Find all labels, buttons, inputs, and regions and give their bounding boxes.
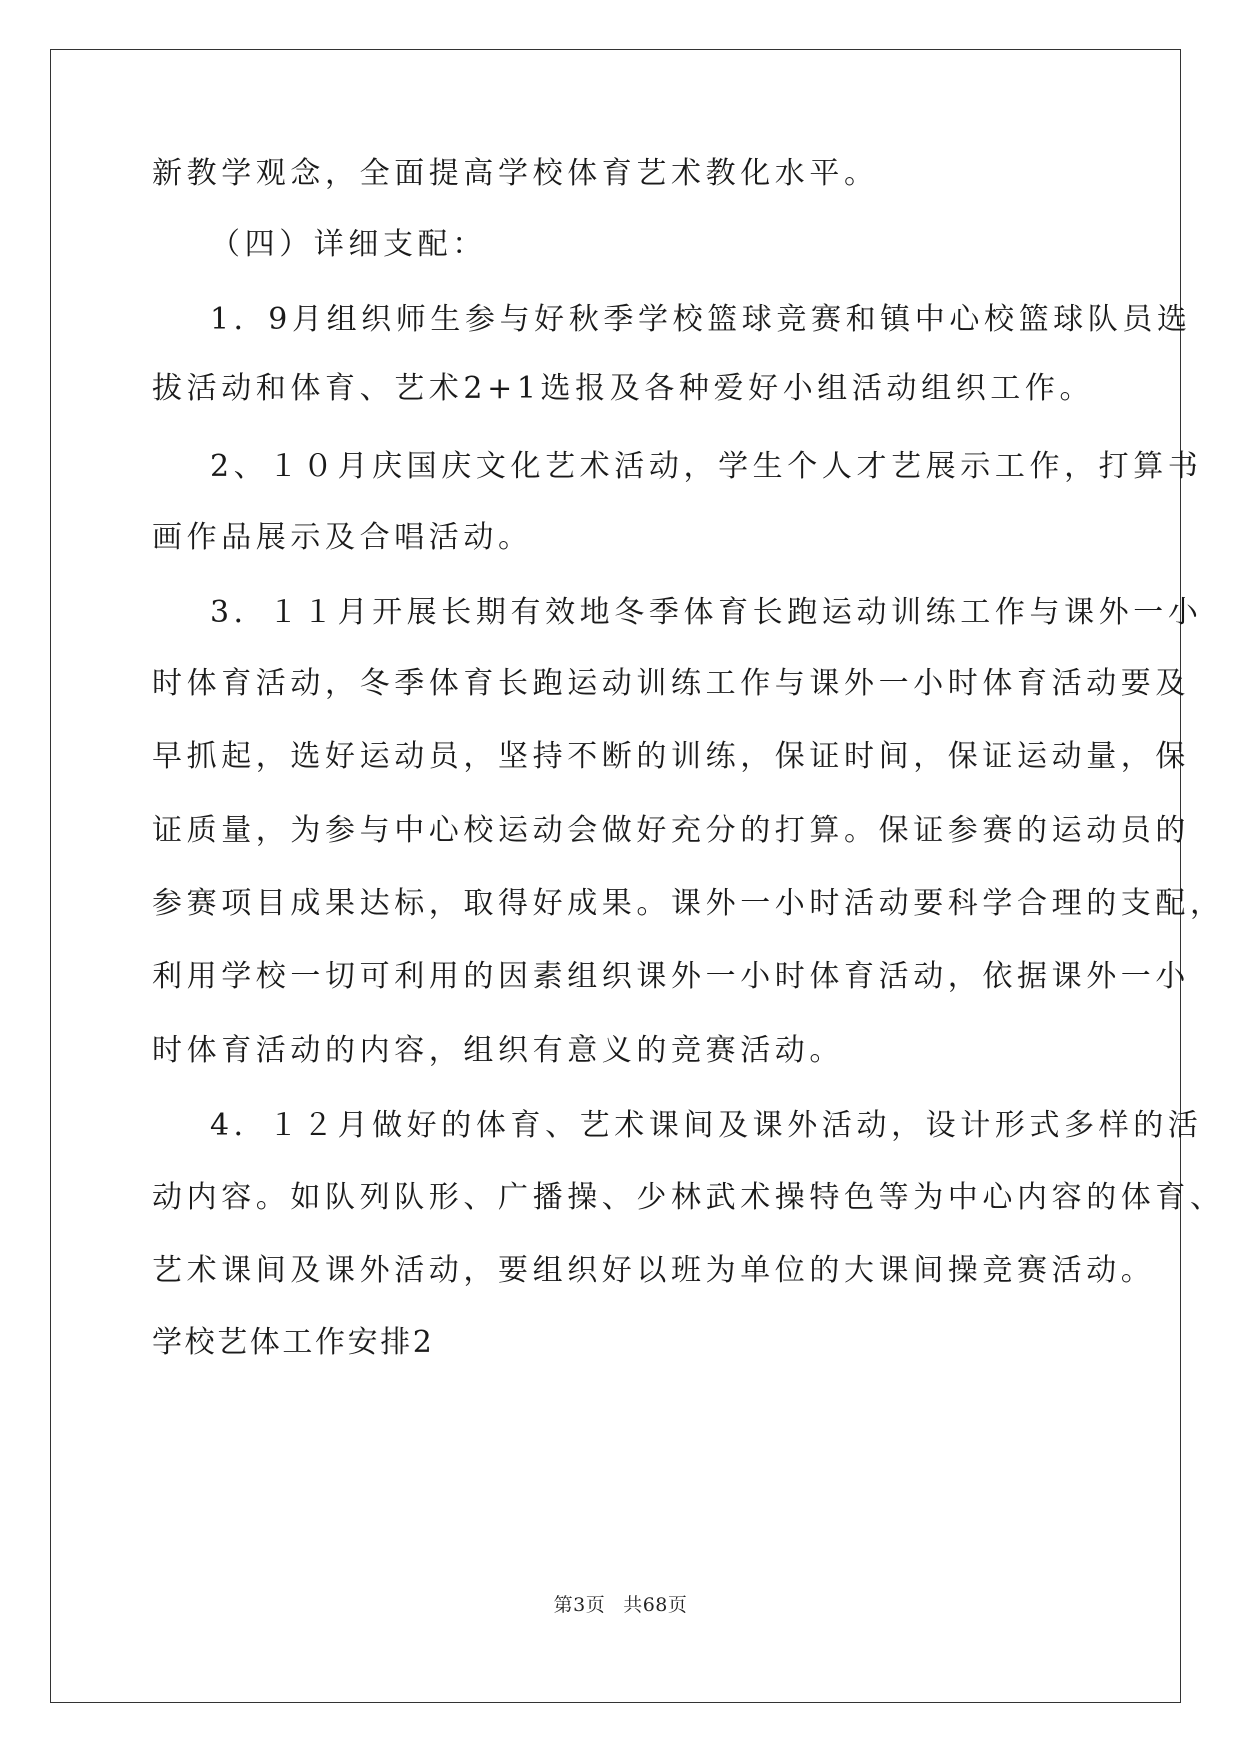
page-border <box>50 49 1181 1703</box>
paragraph-line: 早抓起，选好运动员，坚持不断的训练，保证时间，保证运动量，保 <box>152 739 1190 774</box>
paragraph-line: 3．１１月开展长期有效地冬季体育长跑运动训练工作与课外一小 <box>210 595 1203 630</box>
current-page-label: 第3页 <box>553 1594 606 1616</box>
paragraph-line: 2、１０月庆国庆文化艺术活动，学生个人才艺展示工作，打算书 <box>210 449 1203 484</box>
total-pages-label: 共68页 <box>623 1594 688 1616</box>
paragraph-line: 1．9月组织师生参与好秋季学校篮球竞赛和镇中心校篮球队员选 <box>210 302 1192 337</box>
page-footer <box>0 1593 1241 1617</box>
paragraph-line: 参赛项目成果达标，取得好成果。课外一小时活动要科学合理的支配， <box>152 886 1225 921</box>
paragraph-line: 利用学校一切可利用的因素组织课外一小时体育活动，依据课外一小 <box>152 959 1190 994</box>
paragraph-line: 新教学观念，全面提高学校体育艺术教化水平。 <box>152 156 879 191</box>
paragraph-line: 拔活动和体育、艺术2+1选报及各种爱好小组活动组织工作。 <box>152 371 1095 406</box>
paragraph-line: 证质量，为参与中心校运动会做好充分的打算。保证参赛的运动员的 <box>152 813 1190 848</box>
paragraph-line: 艺术课间及课外活动，要组织好以班为单位的大课间操竞赛活动。 <box>152 1253 1156 1288</box>
paragraph-line: 画作品展示及合唱活动。 <box>152 520 533 555</box>
paragraph-line: 时体育活动，冬季体育长跑运动训练工作与课外一小时体育活动要及 <box>152 666 1190 701</box>
section-title: 学校艺体工作安排2 <box>152 1325 435 1360</box>
paragraph-line: 时体育活动的内容，组织有意义的竞赛活动。 <box>152 1033 844 1068</box>
section-heading: （四）详细支配： <box>210 227 487 262</box>
paragraph-line: 动内容。如队列队形、广播操、少林武术操特色等为中心内容的体育、 <box>152 1180 1225 1215</box>
paragraph-line: 4．１２月做好的体育、艺术课间及课外活动，设计形式多样的活 <box>210 1108 1203 1143</box>
